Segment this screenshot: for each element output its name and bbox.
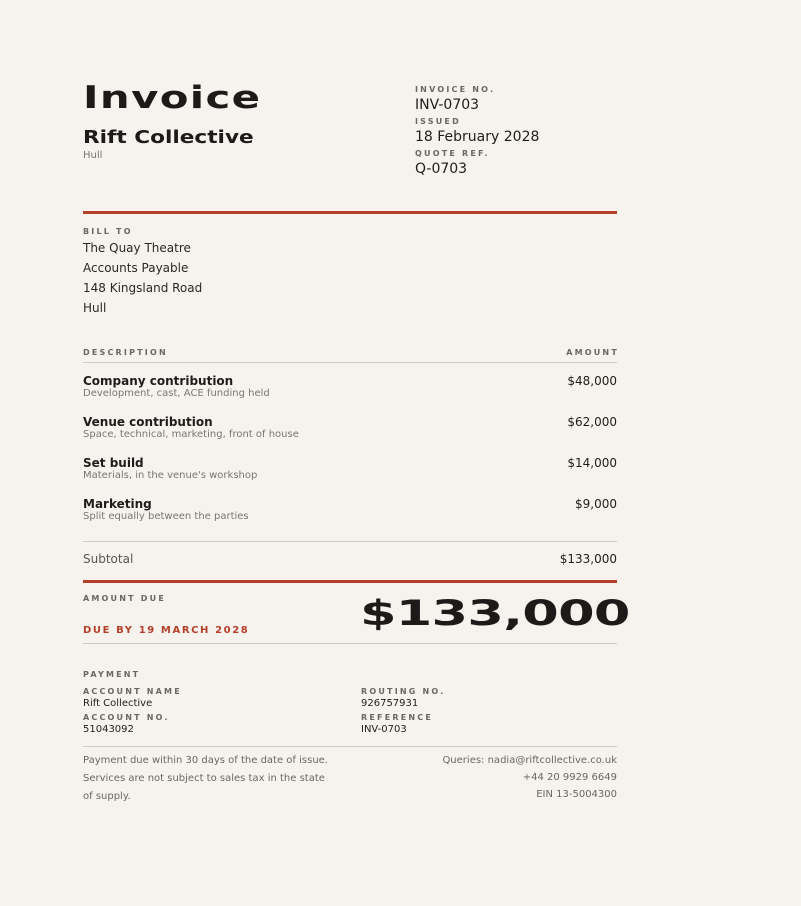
line-item-amount: $62,000 — [567, 415, 617, 429]
account-no-label: ACCOUNT NO. — [83, 713, 170, 722]
account-name: Rift Collective — [83, 698, 153, 709]
line-item-description: Development, cast, ACE funding held — [83, 388, 270, 399]
invoice-no: INV-0703 — [415, 97, 480, 113]
phone-number: +44 20 9929 6649 — [522, 772, 617, 783]
quote-ref: Q-0703 — [415, 161, 468, 177]
footer-divider — [83, 746, 617, 747]
invoice-no-label: INVOICE NO. — [415, 85, 496, 94]
account-no: 51043092 — [83, 724, 134, 735]
amount-due-container — [360, 590, 654, 638]
amount-due-divider — [83, 580, 617, 583]
company-city: Hull — [83, 150, 103, 161]
header-divider — [83, 211, 617, 214]
subtotal-amount: $133,000 — [559, 552, 617, 566]
bill-to-line: The Quay Theatre — [83, 241, 191, 255]
payment-terms-note: Payment due within 30 days of the date of issue. Services are not subject to sales tax in the state of supply. — [83, 755, 328, 802]
col-description: DESCRIPTION — [83, 348, 168, 357]
due-by-date: DUE BY 19 MARCH 2028 — [83, 625, 250, 636]
amount-due-label: AMOUNT DUE — [83, 594, 166, 603]
col-amount: AMOUNT — [566, 348, 619, 357]
line-item-description: Materials, in the venue's workshop — [83, 470, 258, 481]
bill-to-line: 148 Kingsland Road — [83, 281, 203, 295]
quote-ref-label: QUOTE REF. — [415, 149, 490, 158]
reference: INV-0703 — [361, 724, 407, 735]
reference-label: REFERENCE — [361, 713, 434, 722]
subtotal-label: Subtotal — [83, 552, 134, 566]
payment-label: PAYMENT — [83, 670, 141, 679]
ein-number: EIN 13-5004300 — [536, 789, 617, 800]
line-item-title: Marketing — [83, 497, 152, 511]
account-name-label: ACCOUNT NAME — [83, 687, 182, 696]
subtotal-divider — [83, 541, 617, 542]
line-item-amount: $14,000 — [567, 456, 617, 470]
line-item-title: Venue contribution — [83, 415, 213, 429]
line-item-amount: $9,000 — [575, 497, 617, 511]
queries-email: Queries: nadia@riftcollective.co.uk — [442, 755, 617, 766]
bill-to-line: Accounts Payable — [83, 261, 189, 275]
bill-to-label: BILL TO — [83, 227, 133, 236]
line-item-description: Split equally between the parties — [83, 511, 249, 522]
line-item-title: Set build — [83, 456, 144, 470]
table-header-divider — [83, 362, 617, 363]
issued-label: ISSUED — [415, 117, 461, 126]
invoice-title: Invoice — [83, 80, 262, 116]
bill-to-line: Hull — [83, 301, 107, 315]
line-item-title: Company contribution — [83, 374, 234, 388]
line-item-amount: $48,000 — [567, 374, 617, 388]
routing-no-label: ROUTING NO. — [361, 687, 446, 696]
amount-due-value: $133,000 — [360, 594, 630, 634]
company-name: Rift Collective — [83, 127, 254, 148]
amount-due-bottom-divider — [83, 643, 617, 644]
line-item-description: Space, technical, marketing, front of house — [83, 429, 299, 440]
routing-no: 926757931 — [361, 698, 419, 709]
issued-date: 18 February 2028 — [415, 129, 540, 145]
